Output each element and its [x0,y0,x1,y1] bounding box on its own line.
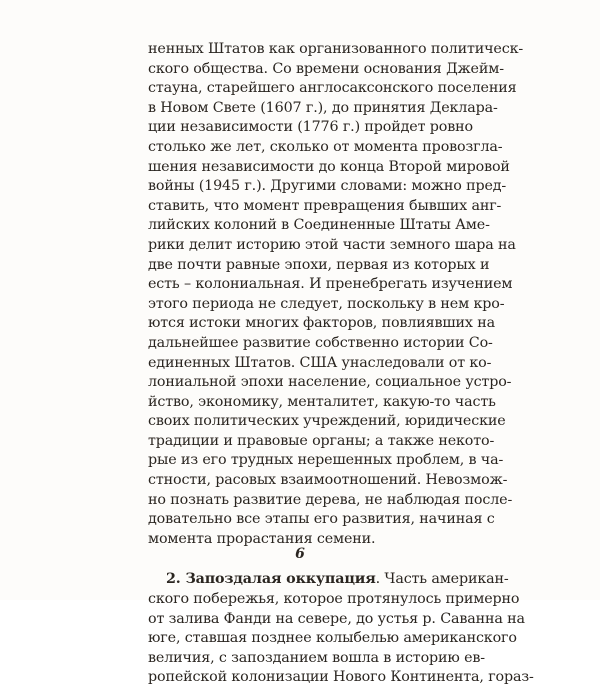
text-line: две почти равные эпохи, первая из которых и [148,256,490,273]
text-line: стауна, старейшего англосаксонского поселения [148,80,517,97]
text-line: войны (1945 г.). Другими словами: можно пред- [148,178,507,195]
text-line: своих политических учреждений, юридические [148,413,506,430]
page-number: 6 [295,546,305,562]
text-line: традиции и правовые органы; а также некото- [148,432,495,449]
paragraph-colonial-era [148,40,524,549]
text-line-with-heading [148,570,509,590]
text-line: довательно все этапы его развития, начиная с [148,511,495,528]
text-block [148,40,534,688]
text-line: лониальной эпохи население, социальное устро- [148,374,512,391]
text-line: дальнейшее развитие собственно истории Со- [148,334,493,351]
text-line: йство, экономику, менталитет, какую-то часть [148,393,496,410]
text-line: ненных Штатов как организованного политическ- [148,41,524,57]
text-line: ского побережья, которое протянулось примерно [148,591,520,608]
text-line: юге, ставшая позднее колыбелью американского [148,630,517,647]
text-line: в Новом Свете (1607 г.), до принятия Деклара- [148,99,498,116]
text-line: рики делит историю этой части земного шара на [148,236,516,253]
text-line: этого периода не следует, поскольку в нем кро- [148,295,505,312]
text-line: ропейской колонизации Нового Континента, гораз- [148,669,534,686]
text-line: ции независимости (1776 г.) пройдет ровно [148,119,473,136]
text-line: стности, расовых взаимоотношений. Невозмож- [148,472,508,489]
text-line: от залива Фанди на севере, до устья р. Саванна на [148,610,525,627]
text-line: рые из его трудных нерешенных проблем, в ча- [148,452,504,469]
section-heading: 2. Запоздалая оккупация [166,571,376,588]
text-line: ются истоки многих факторов, повлиявших на [148,315,495,332]
text-line: есть – колониальная. И пренебрегать изучением [148,276,513,293]
text-line: но познать развитие дерева, не наблюдая после- [148,491,513,508]
heading-line-rest: . Часть американ- [375,571,509,588]
text-line: момента прорастания семени. [148,530,376,547]
text-line: лийских колоний в Соединенные Штаты Аме- [148,217,490,234]
text-line: ского общества. Со времени основания Джейм- [148,60,504,77]
text-line: единенных Штатов. США унаследовали от ко- [148,354,492,371]
paragraph-late-occupation [148,570,534,688]
text-line: ставить, что момент превращения бывших анг- [148,197,502,214]
text-line: величия, с запозданием вошла в историю ев- [148,649,485,666]
text-line: столько же лет, сколько от момента провозгла- [148,138,503,155]
text-line: шения независимости до конца Второй мировой [148,158,510,175]
